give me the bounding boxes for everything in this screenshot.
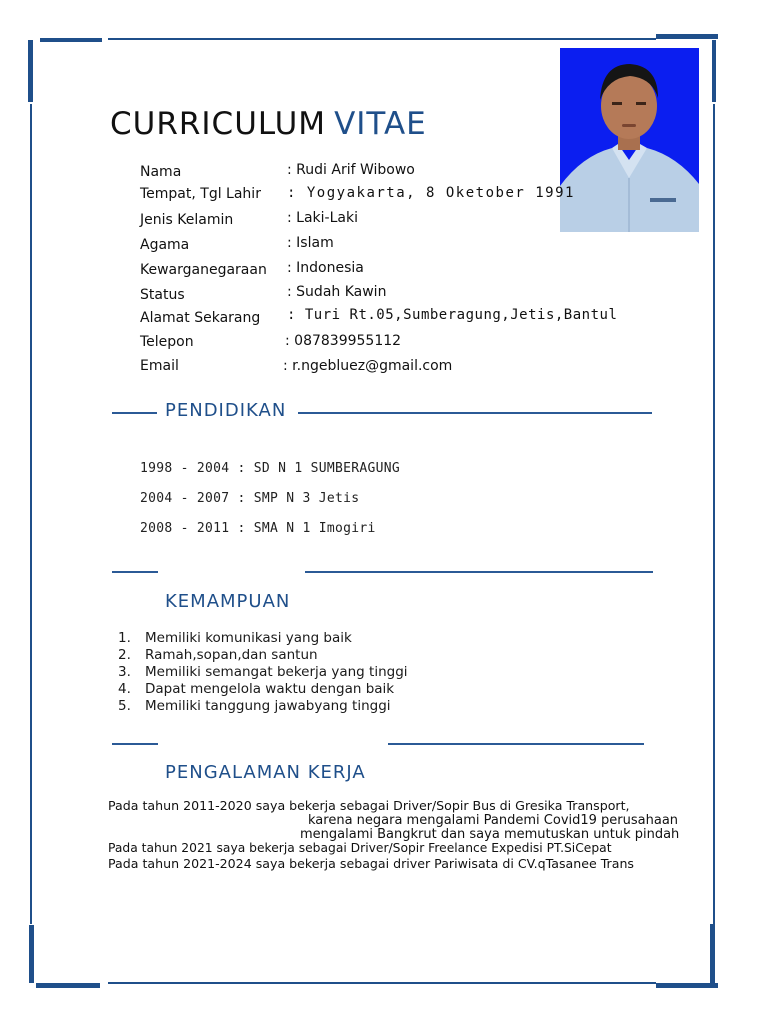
list-item: 5. Memiliki tanggung jawabyang tinggi (118, 698, 391, 714)
value-email: : r.ngebluez@gmail.com (283, 358, 453, 374)
label-jenis-kelamin: Jenis Kelamin (140, 212, 234, 228)
value-nama: : Rudi Arif Wibowo (287, 162, 415, 178)
page-title (110, 106, 427, 142)
section-title-pengalaman-kerja: PENGALAMAN KERJA (165, 762, 366, 783)
list-item: 1. Memiliki komunikasi yang baik (118, 630, 352, 646)
skills-list (118, 630, 408, 715)
experience-line: karena negara mengalami Pandemi Covid19 perusahaan (308, 813, 679, 828)
list-item: 4. Dapat mengelola waktu dengan baik (118, 681, 395, 697)
divider (388, 743, 644, 745)
list-item: 2. Ramah,sopan,dan santun (118, 647, 318, 663)
label-agama: Agama (140, 237, 190, 253)
label-nama: Nama (140, 164, 182, 180)
experience-line: Pada tahun 2021-2024 saya bekerja sebagai driver Pariwisata di CV.qTasanee Trans (108, 856, 634, 871)
list-item: 3. Memiliki semangat bekerja yang tinggi (118, 664, 408, 680)
label-email: Email (140, 358, 179, 374)
value-alamat: : Turi Rt.05,Sumberagung,Jetis,Bantul (287, 307, 618, 323)
divider (305, 571, 653, 573)
title-curriculum: CURRICULUM (110, 106, 327, 142)
label-alamat: Alamat Sekarang (140, 310, 261, 326)
value-ttl: : Yogyakarta, 8 Oketober 1991 (287, 185, 575, 201)
label-telepon: Telepon (140, 334, 194, 350)
experience-line: Pada tahun 2011-2020 saya bekerja sebagai Driver/Sopir Bus di Gresika Transport, (108, 798, 630, 813)
section-title-pendidikan: PENDIDIKAN (165, 400, 287, 421)
education-item: 2008 - 2011 : SMA N 1 Imogiri (140, 521, 376, 536)
education-item: 1998 - 2004 : SD N 1 SUMBERAGUNG (140, 461, 401, 476)
value-status: : Sudah Kawin (287, 284, 387, 300)
value-jenis-kelamin: : Laki-Laki (287, 210, 358, 226)
experience-line: mengalami Bangkrut dan saya memutuskan untuk pindah (300, 827, 680, 842)
label-status: Status (140, 287, 185, 303)
title-vitae: VITAE (334, 106, 427, 142)
profile-photo (560, 48, 699, 232)
education-item: 2004 - 2007 : SMP N 3 Jetis (140, 491, 360, 506)
experience-line: Pada tahun 2021 saya bekerja sebagai Driver/Sopir Freelance Expedisi PT.SiCepat (108, 841, 612, 855)
value-agama: : Islam (287, 235, 334, 251)
value-kewarganegaraan: : Indonesia (287, 260, 364, 276)
value-telepon: : 087839955112 (285, 333, 402, 349)
divider (298, 412, 652, 414)
label-ttl: Tempat, Tgl Lahir (140, 186, 261, 202)
divider (112, 412, 157, 414)
section-title-kemampuan: KEMAMPUAN (165, 591, 291, 612)
divider (112, 743, 158, 745)
divider (112, 571, 158, 573)
label-kewarganegaraan: Kewarganegaraan (140, 262, 267, 278)
